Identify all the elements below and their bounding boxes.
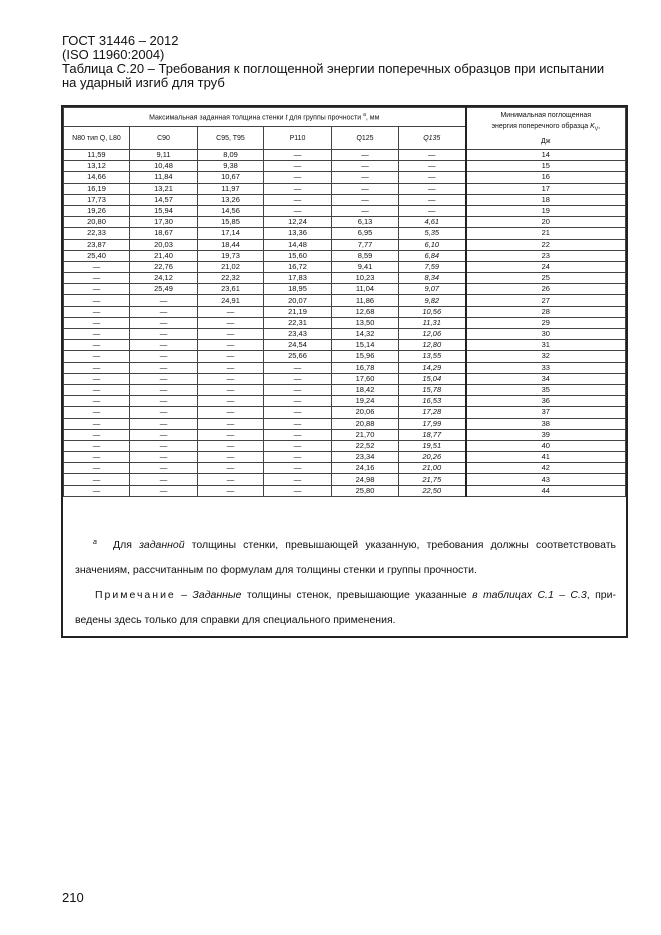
thickness-cell: 14,56 — [198, 205, 264, 216]
thickness-cell: — — [64, 362, 130, 373]
thickness-cell: — — [332, 172, 399, 183]
thickness-cell: — — [264, 362, 332, 373]
table-row — [64, 429, 626, 440]
thickness-cell: — — [130, 362, 198, 373]
thickness-cell: — — [198, 362, 264, 373]
thickness-cell: — — [64, 384, 130, 395]
min-energy-cell: 28 — [466, 306, 626, 317]
thickness-cell: 14,48 — [264, 239, 332, 250]
thickness-cell: 9,41 — [332, 261, 399, 272]
thickness-cell: 22,50 — [399, 485, 466, 496]
thickness-cell: — — [264, 150, 332, 161]
min-energy-cell: 38 — [466, 418, 626, 429]
thickness-cell: 20,88 — [332, 418, 399, 429]
table-row — [64, 295, 626, 306]
document-header — [62, 34, 642, 90]
thickness-cell: — — [332, 161, 399, 172]
thickness-cell: 10,48 — [130, 161, 198, 172]
thickness-cell: — — [130, 452, 198, 463]
thickness-cell: — — [198, 418, 264, 429]
thickness-cell: 10,56 — [399, 306, 466, 317]
thickness-cell: 11,04 — [332, 284, 399, 295]
col-header-q135: Q135 — [399, 127, 466, 150]
thickness-cell: 12,68 — [332, 306, 399, 317]
min-energy-cell: 44 — [466, 485, 626, 496]
thickness-cell: — — [64, 452, 130, 463]
thickness-cell: 16,72 — [264, 261, 332, 272]
note-dash: – — [175, 589, 193, 601]
thickness-cell: 16,19 — [64, 183, 130, 194]
thickness-cell: — — [399, 172, 466, 183]
thickness-cell: — — [64, 273, 130, 284]
note-em-1: Заданные — [192, 589, 242, 601]
table-row — [64, 362, 626, 373]
thickness-cell: 7,59 — [399, 261, 466, 272]
col-header-c90: C90 — [130, 127, 198, 150]
min-energy-cell: 26 — [466, 284, 626, 295]
thickness-cell: — — [198, 452, 264, 463]
col-header-p110: P110 — [264, 127, 332, 150]
thickness-cell: 23,43 — [264, 329, 332, 340]
thickness-cell: — — [198, 463, 264, 474]
thickness-cell: 17,83 — [264, 273, 332, 284]
thickness-cell: — — [130, 317, 198, 328]
thickness-cell: 15,60 — [264, 250, 332, 261]
thickness-cell: — — [198, 340, 264, 351]
min-energy-cell: 35 — [466, 384, 626, 395]
thickness-cell: 20,26 — [399, 452, 466, 463]
thickness-cell: 13,50 — [332, 317, 399, 328]
thickness-cell: 6,13 — [332, 217, 399, 228]
table-row — [64, 474, 626, 485]
footnote-line-2: значениям, рассчитанным по формулам для толщины стенки и группы прочности. — [75, 564, 477, 576]
table-title-line-1: Таблица С.20 – Требования к поглощенной энергии поперечных образцов при испытании — [62, 61, 605, 76]
table-row — [64, 250, 626, 261]
thickness-cell: — — [64, 261, 130, 272]
thickness-cell: — — [332, 194, 399, 205]
thickness-cell: 24,98 — [332, 474, 399, 485]
thickness-cell: — — [64, 407, 130, 418]
table-row — [64, 340, 626, 351]
min-energy-cell: 21 — [466, 228, 626, 239]
thickness-cell: 22,76 — [130, 261, 198, 272]
thickness-cell: — — [332, 205, 399, 216]
footnote-post: толщины стенки, превышающей указанную, требования должны соответствовать — [184, 539, 616, 551]
note-paragraph — [75, 589, 616, 602]
thickness-cell: 22,33 — [64, 228, 130, 239]
thickness-cell: — — [332, 183, 399, 194]
min-energy-cell: 22 — [466, 239, 626, 250]
thickness-cell: — — [64, 474, 130, 485]
thickness-cell: — — [198, 351, 264, 362]
thickness-cell: 16,53 — [399, 396, 466, 407]
thickness-cell: — — [198, 329, 264, 340]
thickness-cell: — — [130, 407, 198, 418]
thickness-cell: — — [399, 150, 466, 161]
thickness-cell: — — [332, 150, 399, 161]
thickness-cell: 23,87 — [64, 239, 130, 250]
table-row — [64, 317, 626, 328]
thickness-cell: — — [264, 485, 332, 496]
thickness-cell: 9,07 — [399, 284, 466, 295]
footnote-em: заданной — [139, 539, 185, 551]
thickness-cell: 9,82 — [399, 295, 466, 306]
thickness-cell: 22,31 — [264, 317, 332, 328]
thickness-cell: 21,40 — [130, 250, 198, 261]
table-row — [64, 150, 626, 161]
thickness-cell: — — [399, 183, 466, 194]
thickness-cell: 9,11 — [130, 150, 198, 161]
thickness-cell: — — [64, 429, 130, 440]
thickness-cell: 12,24 — [264, 217, 332, 228]
thickness-cell: 5,35 — [399, 228, 466, 239]
thickness-cell: 24,12 — [130, 273, 198, 284]
table-row — [64, 440, 626, 451]
thickness-cell: — — [264, 172, 332, 183]
thickness-cell: — — [130, 384, 198, 395]
thickness-cell: — — [198, 429, 264, 440]
thickness-cell: 15,85 — [198, 217, 264, 228]
col-header-q125: Q125 — [332, 127, 399, 150]
iso-reference: (ISO 11960:2004) — [62, 47, 165, 62]
thickness-cell: 10,67 — [198, 172, 264, 183]
thickness-cell: — — [264, 474, 332, 485]
thickness-cell: 23,61 — [198, 284, 264, 295]
table-row — [64, 205, 626, 216]
thickness-cell: — — [64, 295, 130, 306]
thickness-cell: — — [264, 161, 332, 172]
thickness-cell: — — [264, 396, 332, 407]
min-energy-cell: 40 — [466, 440, 626, 451]
thickness-cell: 17,60 — [332, 373, 399, 384]
thickness-cell: 13,21 — [130, 183, 198, 194]
thickness-cell: — — [64, 396, 130, 407]
thickness-cell: 8,34 — [399, 273, 466, 284]
thickness-cell: 15,04 — [399, 373, 466, 384]
thickness-cell: 21,75 — [399, 474, 466, 485]
note-line-2: ведены здесь только для справки для специального применения. — [75, 614, 396, 626]
thickness-cell: — — [130, 485, 198, 496]
min-energy-line-1: Минимальная поглощенная — [500, 112, 592, 120]
thickness-cell: 11,31 — [399, 317, 466, 328]
table-row — [64, 172, 626, 183]
thickness-cell: 25,49 — [130, 284, 198, 295]
thickness-cell: 24,54 — [264, 340, 332, 351]
thickness-cell: — — [264, 205, 332, 216]
thickness-cell: — — [264, 194, 332, 205]
thickness-cell: 6,84 — [399, 250, 466, 261]
thickness-cell: — — [64, 485, 130, 496]
thickness-cell: — — [264, 183, 332, 194]
thickness-cell: 14,57 — [130, 194, 198, 205]
thickness-cell: 22,52 — [332, 440, 399, 451]
table-row — [64, 161, 626, 172]
table-group-header-row — [64, 108, 626, 127]
page-number: 210 — [62, 890, 84, 905]
thickness-cell: 17,73 — [64, 194, 130, 205]
group-header-prefix: Максимальная заданная толщина стенки — [149, 114, 286, 122]
thickness-cell: — — [264, 373, 332, 384]
table-row — [64, 228, 626, 239]
thickness-cell: — — [64, 463, 130, 474]
thickness-cell: 17,28 — [399, 407, 466, 418]
thickness-cell: 12,80 — [399, 340, 466, 351]
group-header-sup: a — [363, 112, 366, 119]
thickness-cell: — — [198, 396, 264, 407]
thickness-cell: — — [198, 373, 264, 384]
thickness-cell: 19,51 — [399, 440, 466, 451]
thickness-cell: 11,97 — [198, 183, 264, 194]
thickness-cell: 14,32 — [332, 329, 399, 340]
thickness-cell: — — [264, 429, 332, 440]
thickness-cell: 12,06 — [399, 329, 466, 340]
thickness-cell: — — [64, 351, 130, 362]
thickness-cell: — — [130, 306, 198, 317]
min-energy-cell: 25 — [466, 273, 626, 284]
min-energy-cell: 30 — [466, 329, 626, 340]
table-row — [64, 261, 626, 272]
min-energy-cell: 18 — [466, 194, 626, 205]
thickness-cell: — — [64, 418, 130, 429]
footnote-a — [75, 539, 616, 552]
thickness-cell: — — [198, 485, 264, 496]
min-energy-kv: K — [590, 123, 595, 131]
thickness-cell: 18,95 — [264, 284, 332, 295]
table-row — [64, 396, 626, 407]
thickness-cell: 20,03 — [130, 239, 198, 250]
thickness-cell: 15,78 — [399, 384, 466, 395]
min-energy-cell: 16 — [466, 172, 626, 183]
thickness-cell: — — [130, 329, 198, 340]
thickness-cell: — — [130, 373, 198, 384]
thickness-cell: — — [399, 161, 466, 172]
thickness-cell: — — [130, 429, 198, 440]
min-energy-cell: 39 — [466, 429, 626, 440]
thickness-cell: — — [64, 440, 130, 451]
thickness-cell: 14,66 — [64, 172, 130, 183]
note-em-2: в таблицах С.1 – С.3 — [472, 589, 587, 601]
min-energy-cell: 42 — [466, 463, 626, 474]
thickness-cell: — — [64, 340, 130, 351]
table-row — [64, 373, 626, 384]
thickness-cell: — — [64, 329, 130, 340]
col-header-n80: N80 тип Q, L80 — [64, 127, 130, 150]
min-energy-cell: 33 — [466, 362, 626, 373]
table-row — [64, 183, 626, 194]
group-header-mid: для группы прочности — [287, 114, 364, 122]
thickness-cell: 25,66 — [264, 351, 332, 362]
thickness-cell: 21,19 — [264, 306, 332, 317]
thickness-cell: — — [264, 452, 332, 463]
min-energy-cell: 32 — [466, 351, 626, 362]
min-energy-header — [466, 108, 626, 150]
thickness-cell: 20,06 — [332, 407, 399, 418]
thickness-cell: 7,77 — [332, 239, 399, 250]
thickness-cell: 25,40 — [64, 250, 130, 261]
thickness-cell: 18,67 — [130, 228, 198, 239]
thickness-cell: — — [64, 373, 130, 384]
table-frame — [61, 105, 628, 638]
thickness-cell: — — [198, 474, 264, 485]
thickness-cell: 16,78 — [332, 362, 399, 373]
table-row — [64, 384, 626, 395]
thickness-cell: 8,59 — [332, 250, 399, 261]
min-energy-cell: 20 — [466, 217, 626, 228]
min-energy-cell: 37 — [466, 407, 626, 418]
note-mid: толщины стенок, превышающие указанные — [241, 589, 473, 601]
thickness-cell: 25,80 — [332, 485, 399, 496]
min-energy-cell: 34 — [466, 373, 626, 384]
table-row — [64, 351, 626, 362]
thickness-cell: — — [198, 384, 264, 395]
table-row — [64, 485, 626, 496]
note-label: Примечание — [95, 589, 176, 601]
thickness-cell: — — [130, 396, 198, 407]
min-energy-cell: 14 — [466, 150, 626, 161]
footnote-mark: a — [93, 539, 97, 546]
thickness-cell: 15,94 — [130, 205, 198, 216]
thickness-group-header — [64, 108, 466, 127]
thickness-cell: 14,29 — [399, 362, 466, 373]
table-row — [64, 418, 626, 429]
thickness-cell: — — [399, 194, 466, 205]
min-energy-cell: 43 — [466, 474, 626, 485]
min-energy-cell: 24 — [466, 261, 626, 272]
thickness-cell: 11,84 — [130, 172, 198, 183]
thickness-cell: — — [198, 306, 264, 317]
thickness-cell: — — [198, 317, 264, 328]
thickness-cell: 15,14 — [332, 340, 399, 351]
thickness-cell: — — [130, 463, 198, 474]
thickness-cell: — — [264, 440, 332, 451]
thickness-cell: 13,55 — [399, 351, 466, 362]
table-row — [64, 284, 626, 295]
min-energy-cell: 36 — [466, 396, 626, 407]
thickness-cell: 11,86 — [332, 295, 399, 306]
footnote-pre: Для — [113, 539, 140, 551]
min-energy-cell: 15 — [466, 161, 626, 172]
thickness-cell: 20,07 — [264, 295, 332, 306]
table-row — [64, 273, 626, 284]
min-energy-cell: 23 — [466, 250, 626, 261]
group-header-suffix: , мм — [365, 114, 380, 122]
thickness-cell: — — [64, 306, 130, 317]
col-header-c95: C95, T95 — [198, 127, 264, 150]
thickness-cell: — — [130, 295, 198, 306]
table-row — [64, 463, 626, 474]
thickness-cell: — — [264, 418, 332, 429]
min-energy-cell: 19 — [466, 205, 626, 216]
thickness-cell: 15,96 — [332, 351, 399, 362]
thickness-cell: 21,00 — [399, 463, 466, 474]
min-energy-cell: 17 — [466, 183, 626, 194]
thickness-cell: 19,26 — [64, 205, 130, 216]
thickness-cell: 21,70 — [332, 429, 399, 440]
min-energy-cell: 31 — [466, 340, 626, 351]
thickness-cell: 13,36 — [264, 228, 332, 239]
thickness-cell: 18,44 — [198, 239, 264, 250]
min-energy-sub: V — [594, 126, 599, 133]
thickness-cell: — — [130, 440, 198, 451]
thickness-cell: 6,10 — [399, 239, 466, 250]
thickness-cell: — — [130, 340, 198, 351]
thickness-cell: — — [130, 418, 198, 429]
table-row — [64, 407, 626, 418]
thickness-cell: 4,61 — [399, 217, 466, 228]
thickness-cell: 13,26 — [198, 194, 264, 205]
thickness-cell: 6,95 — [332, 228, 399, 239]
thickness-cell: — — [198, 440, 264, 451]
table-row — [64, 306, 626, 317]
thickness-cell: — — [264, 407, 332, 418]
table-row — [64, 329, 626, 340]
thickness-cell: 10,23 — [332, 273, 399, 284]
table-row — [64, 239, 626, 250]
min-energy-line-2: энергия поперечного образца — [491, 123, 591, 131]
thickness-cell: 17,99 — [399, 418, 466, 429]
standard-number: ГОСТ 31446 – 2012 — [62, 33, 179, 48]
thickness-cell: 18,77 — [399, 429, 466, 440]
thickness-cell: 24,16 — [332, 463, 399, 474]
thickness-cell: 17,30 — [130, 217, 198, 228]
energy-requirements-table — [63, 107, 626, 497]
thickness-cell: — — [264, 463, 332, 474]
table-title-line-2: на ударный изгиб для труб — [62, 75, 225, 90]
thickness-cell: — — [130, 474, 198, 485]
thickness-cell: 8,09 — [198, 150, 264, 161]
table-row — [64, 217, 626, 228]
thickness-cell: — — [130, 351, 198, 362]
min-energy-cell: 29 — [466, 317, 626, 328]
thickness-cell: 23,34 — [332, 452, 399, 463]
thickness-cell: 13,12 — [64, 161, 130, 172]
note-end: , при- — [586, 589, 616, 601]
table-row — [64, 452, 626, 463]
thickness-cell: 20,80 — [64, 217, 130, 228]
thickness-cell: 11,59 — [64, 150, 130, 161]
table-row — [64, 194, 626, 205]
min-energy-cell: 41 — [466, 452, 626, 463]
group-header-t: t — [285, 114, 288, 122]
thickness-cell: 17,14 — [198, 228, 264, 239]
thickness-cell: 18,42 — [332, 384, 399, 395]
min-energy-unit: Дж — [541, 137, 551, 145]
thickness-cell: — — [264, 384, 332, 395]
thickness-cell: 19,24 — [332, 396, 399, 407]
thickness-cell: — — [64, 317, 130, 328]
thickness-cell: — — [198, 407, 264, 418]
thickness-cell: 9,38 — [198, 161, 264, 172]
thickness-cell: 22,32 — [198, 273, 264, 284]
thickness-cell: — — [399, 205, 466, 216]
thickness-cell: 19,73 — [198, 250, 264, 261]
thickness-cell: 24,91 — [198, 295, 264, 306]
min-energy-comma: , — [598, 123, 601, 131]
thickness-cell: 21,02 — [198, 261, 264, 272]
thickness-cell: — — [64, 284, 130, 295]
min-energy-cell: 27 — [466, 295, 626, 306]
